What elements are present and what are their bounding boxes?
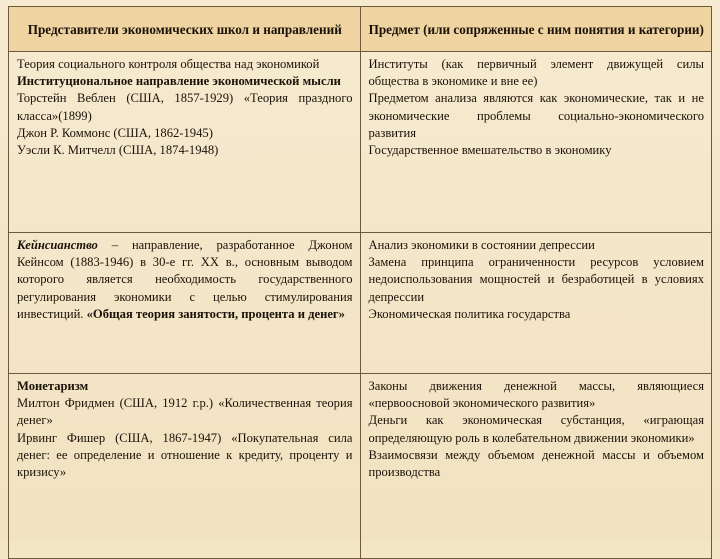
school-term: Кейнсианство [17,238,98,252]
schools-table [8,6,712,559]
book-title: «Общая теория занятости, процента и денег» [86,306,345,321]
cell-line: Теория социального контроля общества над экономикой [17,57,320,71]
table-header-row [9,7,712,52]
cell-monetarism-right [360,374,712,559]
cell-monetarism-left [9,374,361,559]
table-row [9,52,712,233]
cell-line: Институты (как первичный элемент движущей силы общества в экономике и вне ее) [368,57,704,89]
cell-paragraph [17,237,353,323]
cell-line: Торстейн Веблен (США, 1857-1929) «Теория праздного класса»(1899) [17,91,353,123]
school-description: – направление, разработанное Джоном Кейнсом (1883-1946) в 30-е гг. XX в., основным выводом которого является необходимость государственного регулирования экономики с целью стимулирования инвестиций. [17,238,353,321]
cell-line: Государственное вмешательство в экономику [368,143,612,158]
cell-line: Джон Р. Коммонс (США, 1862-1945) [17,125,213,140]
cell-line: Анализ экономики в состоянии депрессии [368,238,595,252]
cell-institutionalism-left [9,52,361,233]
cell-line: Экономическая политика государства [368,306,571,321]
cell-line: Замена принципа ограниченности ресурсов условием недоиспользования мощностей и безработицей в условиях депрессии [368,255,704,304]
cell-line: Взаимосвязи между объемом денежной массы и объемом производства [368,447,704,480]
cell-line: Предметом анализа являются как экономические, так и не экономические проблемы социально-экономического развития [368,91,704,140]
school-title: Институциональное направление экономической мысли [17,74,341,89]
cell-keynesianism-left [9,233,361,374]
cell-line: Ирвинг Фишер (США, 1867-1947) «Покупательная сила денег: ее определение и отношение к кредиту, проценту и кризису» [17,430,353,480]
table-row [9,233,712,374]
cell-line: Законы движения денежной массы, являющиеся «первоосновой экономического развития» [368,379,704,411]
cell-institutionalism-right [360,52,712,233]
header-representatives: Представители экономических школ и направлений [9,7,361,52]
cell-line: Милтон Фридмен (США, 1912 г.р.) «Количественная теория денег» [17,396,353,428]
table-row [9,374,712,559]
school-title: Монетаризм [17,379,89,393]
cell-line: Деньги как экономическая субстанция, «играющая определяющую роль в колебательном движении экономики» [368,413,704,445]
cell-line: Уэсли К. Митчелл (США, 1874-1948) [17,143,219,158]
cell-keynesianism-right [360,233,712,374]
header-subject: Предмет (или сопряженные с ним понятия и категории) [360,7,712,52]
